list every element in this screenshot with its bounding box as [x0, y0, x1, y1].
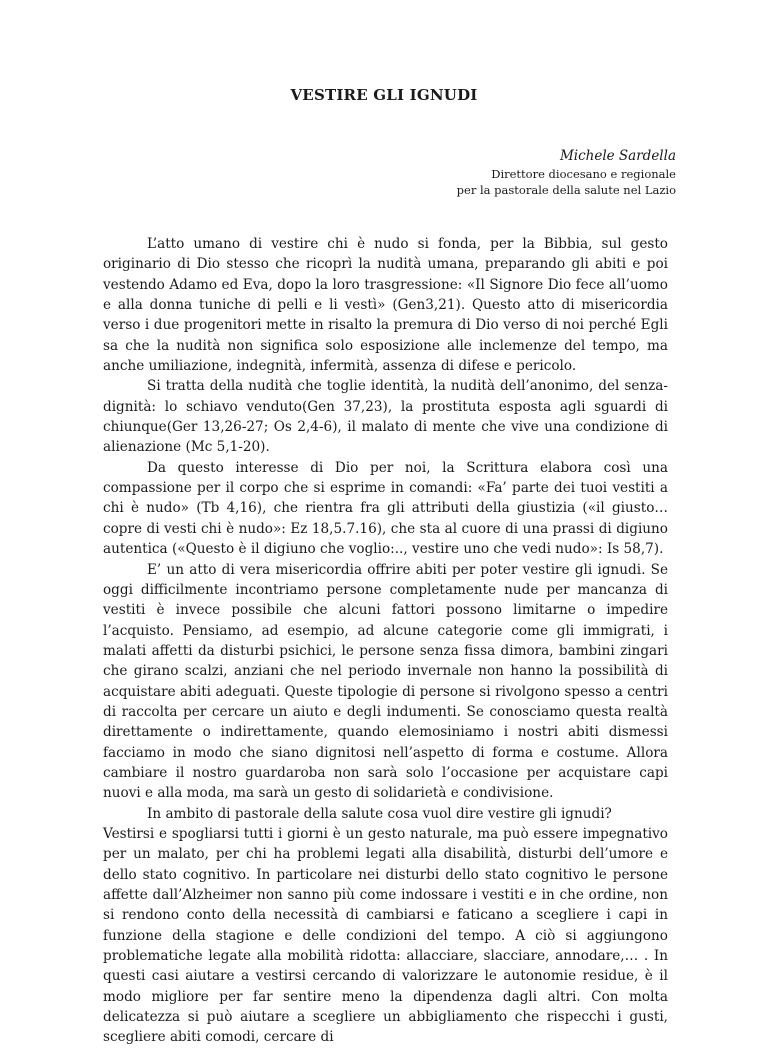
author-role-line-2: per la pastorale della salute nel Lazio: [456, 183, 676, 197]
paragraph: Da questo interesse di Dio per noi, la Scrittura elabora così una compassione per il corpo che si esprime in comandi: «Fa’ parte dei tuoi vestiti a chi è nudo» (Tb 4,16), che rientra fra gli attributi della giustizia («il giusto… copre di vesti chi è nudo»: Ez 18,5.7.16), che sta al cuore di una prassi di digiuno autentica («Questo è il digiuno che voglio:.., vestire uno che vedi nudo»: Is 58,7).: [103, 459, 668, 558]
author-name: Michele Sardella: [559, 148, 676, 164]
paragraph: Si tratta della nudità che toglie identità, la nudità dell’anonimo, del senza-dignità: lo schiavo venduto(Gen 37,23), la prostituta esposta agli sguardi di chiunque(Ger 13,26-27; Os 2,4-6), il malato di mente che vive una condizione di alienazione (Mc 5,1-20).: [103, 378, 668, 456]
author-block: [457, 146, 676, 198]
paragraph: E’ un atto di vera misericordia offrire abiti per poter vestire gli ignudi. Se oggi difficilmente incontriamo persone completamente nude per mancanza di vestiti è invece possibile che alcuni fattori possono limitarne o impedire l’acquisto. Pensiamo, ad esempio, ad alcune categorie come gli immigrati, i malati affetti da disturbi psichici, le persone senza fissa dimora, bambini zingari che girano scalzi, anziani che nel periodo invernale non hanno la possibilità di acquistare abiti adeguati. Queste tipologie di persone si rivolgono spesso a centri di raccolta per cercare un aiuto e degli indumenti. Se conosciamo questa realtà direttamente o indirettamente, quando elemosiniamo i nostri abiti dismessi facciamo in modo che siano dignitosi nell’aspetto di forma e costume. Allora cambiare il nostro guardaroba non sarà solo l’occasione per acquistare capi nuovi e alla moda, ma sarà un gesto di solidarietà e condivisione.: [103, 561, 668, 802]
document-title: VESTIRE GLI IGNUDI: [290, 86, 478, 104]
paragraph: Vestirsi e spogliarsi tutti i giorni è un gesto naturale, ma può essere impegnativo per un malato, per chi ha problemi legati alla disabilità, disturbi dell’umore e dello stato cognitivo. In particolare nei disturbi dello stato cognitivo le persone affette dall’Alzheimer non sanno più come indossare i vestiti e in che ordine, non si rendono conto della necessità di cambiarsi e faticano a scegliere i capi in funzione della stagione e delle condizioni del tempo. A ciò si aggiungono problematiche legate alla mobilità ridotta: allacciare, slacciare, annodare,… . In questi casi aiutare a vestirsi cercando di valorizzare le autonomie residue, è il modo migliore per far sentire meno la dipendenza dagli altri. Con molta delicatezza si può aiutare a scegliere un abbigliamento che rispecchi i gusti, scegliere abiti comodi, cercare di: [103, 825, 668, 1046]
body-text: [103, 234, 668, 1048]
paragraph: In ambito di pastorale della salute cosa vuol dire vestire gli ignudi?: [147, 805, 612, 822]
paragraph: L’atto umano di vestire chi è nudo si fonda, per la Bibbia, sul gesto originario di Dio stesso che ricoprì la nudità umana, preparando gli abiti e poi vestendo Adamo ed Eva, dopo la loro trasgressione: «Il Signore Dio fece all’uomo e alla donna tuniche di pelli e li vestì» (Gen3,21). Questo atto di misericordia verso i due progenitori mette in risalto la premura di Dio verso di noi perché Egli sa che la nudità non significa solo esposizione alle inclemenze del tempo, ma anche umiliazione, indegnità, infermità, assenza di difese e pericolo.: [103, 236, 668, 375]
author-role-line-1: Direttore diocesano e regionale: [491, 167, 676, 181]
